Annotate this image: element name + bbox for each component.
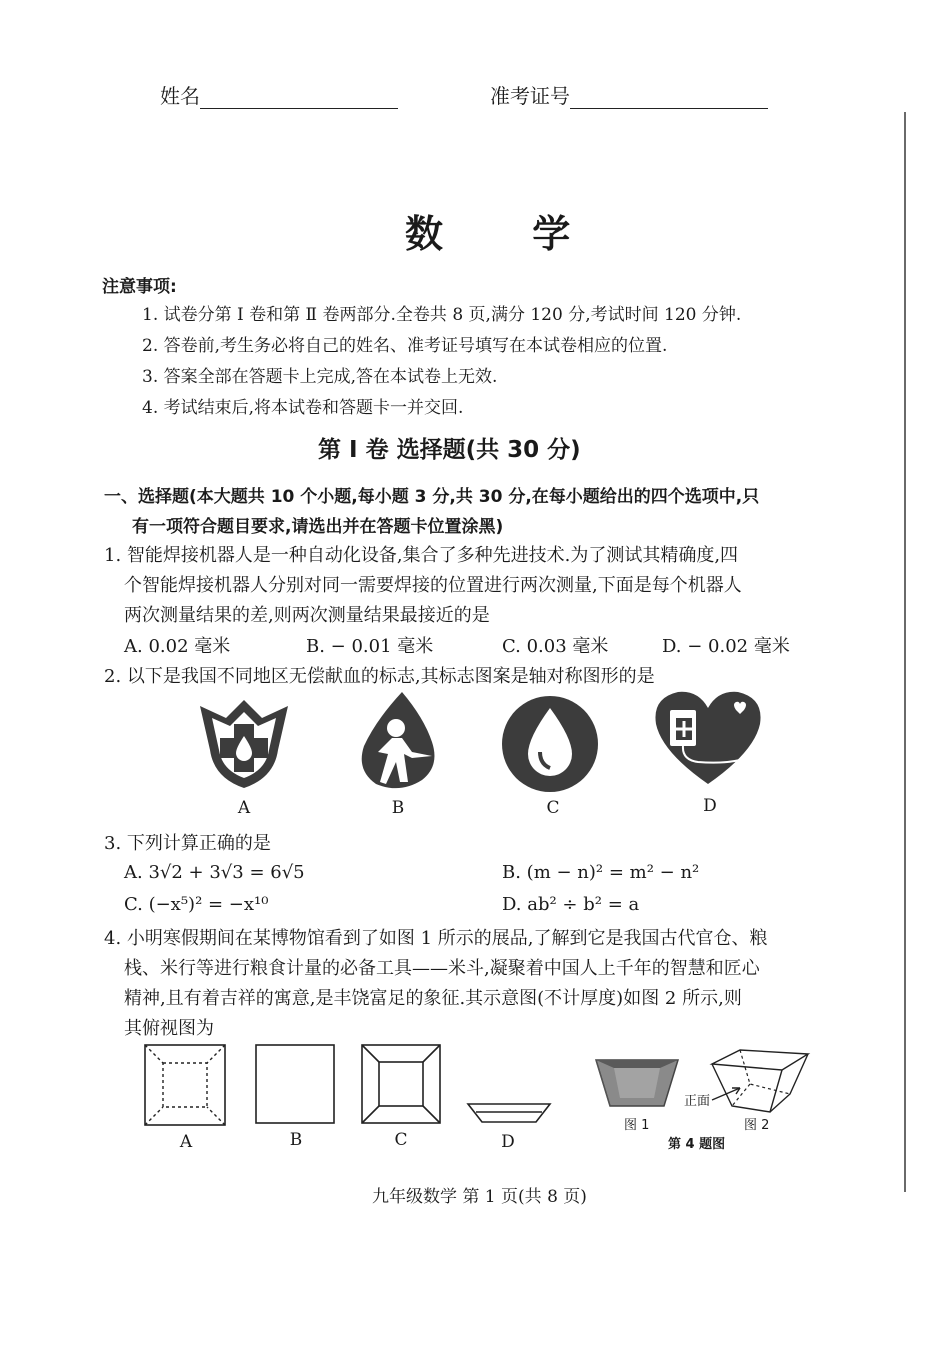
- fig1-label: 图 1: [624, 1118, 650, 1133]
- q2-text: 2. 以下是我国不同地区无偿献血的标志,其标志图案是轴对称图形的是: [104, 666, 655, 687]
- name-blank: [200, 90, 398, 109]
- q3-option-d: D. ab² ÷ b² = a: [502, 894, 640, 915]
- page-edge-line: [904, 112, 906, 1192]
- q2-label-b: B: [391, 798, 405, 818]
- q4-label-d: D: [501, 1132, 515, 1152]
- drop-person-icon: [354, 690, 444, 790]
- q4-option-d-figure: [466, 1102, 552, 1126]
- section-title: 第 Ⅰ 卷 选择题(共 30 分): [318, 437, 581, 463]
- circle-drop-icon: [500, 694, 600, 794]
- q1-line: 1. 智能焊接机器人是一种自动化设备,集合了多种先进技术.为了测试其精确度,四: [104, 545, 739, 566]
- q4-label-b: B: [289, 1130, 303, 1150]
- q2-label-c: C: [546, 798, 560, 818]
- tulip-cross-drop-icon: [196, 696, 292, 792]
- note-item: 3. 答案全部在答题卡上完成,答在本试卷上无效.: [142, 367, 498, 387]
- q4-line: 栈、米行等进行粮食计量的必备工具——米斗,凝聚着中国人上千年的智慧和匠心: [124, 958, 760, 979]
- front-arrow-icon: [710, 1082, 746, 1104]
- q4-option-b-figure: [255, 1044, 335, 1124]
- name-label: 姓名: [160, 84, 200, 108]
- q1-option-c: C. 0.03 毫米: [502, 636, 609, 657]
- front-label: 正面: [684, 1094, 711, 1109]
- q4-label-c: C: [394, 1130, 408, 1150]
- part-one-line1: 一、选择题(本大题共 10 个小题,每小题 3 分,共 30 分,在每小题给出的四个选项中,只: [104, 487, 760, 507]
- id-blank: [570, 90, 768, 109]
- note-item: 1. 试卷分第 Ⅰ 卷和第 Ⅱ 卷两部分.全卷共 8 页,满分 120 分,考试时间 120 分钟.: [142, 305, 742, 325]
- q3-text: 3. 下列计算正确的是: [104, 833, 271, 854]
- heart-blood-bag-icon: [652, 688, 764, 788]
- notes-heading: 注意事项:: [102, 277, 177, 297]
- note-item: 4. 考试结束后,将本试卷和答题卡一并交回.: [142, 398, 464, 418]
- q2-label-a: A: [237, 798, 251, 818]
- part-one-line2: 有一项符合题目要求,请选出并在答题卡位置涂黑): [132, 517, 504, 537]
- q3-option-b: B. (m − n)² = m² − n²: [502, 862, 700, 883]
- q4-label-a: A: [179, 1132, 193, 1152]
- q4-figure-caption: 第 4 题图: [668, 1137, 726, 1152]
- q3-option-a: A. 3√2 + 3√3 = 6√5: [124, 862, 305, 883]
- q2-label-d: D: [703, 796, 717, 816]
- q3-option-c: C. (−x⁵)² = −x¹⁰: [124, 894, 269, 915]
- q1-line: 两次测量结果的差,则两次测量结果最接近的是: [124, 605, 490, 626]
- name-field: [160, 80, 398, 109]
- q1-line: 个智能焊接机器人分别对同一需要焊接的位置进行两次测量,下面是每个机器人: [124, 575, 742, 596]
- id-field: [490, 80, 768, 109]
- page-footer: 九年级数学 第 1 页(共 8 页): [372, 1187, 587, 1207]
- q4-option-a-figure: [144, 1044, 226, 1126]
- fig2-label: 图 2: [744, 1118, 770, 1133]
- q4-line: 精神,且有着吉祥的寓意,是丰饶富足的象征.其示意图(不计厚度)如图 2 所示,则: [124, 988, 742, 1009]
- page-title: 数 学: [405, 212, 609, 256]
- q4-line: 其俯视图为: [124, 1018, 214, 1039]
- id-label: 准考证号: [490, 84, 570, 108]
- q1-option-d: D. − 0.02 毫米: [662, 636, 790, 657]
- q4-line: 4. 小明寒假期间在某博物馆看到了如图 1 所示的展品,了解到它是我国古代官仓、粮: [104, 928, 768, 949]
- rice-measure-photo: [594, 1054, 680, 1110]
- note-item: 2. 答卷前,考生务必将自己的姓名、准考证号填写在本试卷相应的位置.: [142, 336, 668, 356]
- q1-option-b: B. − 0.01 毫米: [306, 636, 434, 657]
- q1-option-a: A. 0.02 毫米: [124, 636, 231, 657]
- q4-option-c-figure: [361, 1044, 441, 1124]
